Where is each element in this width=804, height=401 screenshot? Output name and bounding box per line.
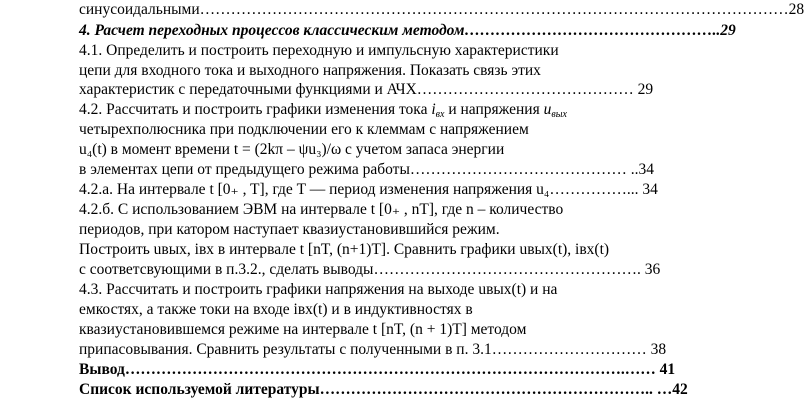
current-subscript: вх <box>435 109 445 120</box>
toc-line-4-3-a: 4.3. Рассчитать и построить графики напряжения на выходе uвых(t) и на <box>79 281 558 298</box>
toc-line-4-2-b-compare: с соответсвующими в п.3.2., сделать выводы……………………………………………. 36 <box>79 261 661 278</box>
voltage-subscript: вых <box>551 109 567 120</box>
current-symbol: i <box>431 101 436 118</box>
toc-line-4-2-b-computer: 4.2.б. С использованием ЭВМ на интервале t [0₊ , nT], где n – количество <box>79 201 564 218</box>
toc-line-4-2-a-interval: 4.2.а. На интервале t [0₊ , T], где T — период изменения напряжения u₄……………... 34 <box>79 181 658 198</box>
toc-line-4-2-a-text-2: и напряжения <box>444 101 544 118</box>
toc-line-4-2-b-periods: периодов, при катором наступает квазиустановившийся режим. <box>79 221 500 238</box>
toc-line-1: синусоидальными……………………………………………………………………………………………………28 <box>79 1 804 18</box>
toc-line-4-1-c: характеристик с передаточными функциями и АЧХ…………………………………… 29 <box>79 81 654 98</box>
toc-line-4-1-b: цепи для входного тока и выходного напряжения. Показать связь этих <box>79 62 541 79</box>
toc-line-4-2-b: четырехполюсника при подключении его к клеммам с напряжением <box>79 121 529 138</box>
toc-line-4-3-d: припасовывания. Сравнить результаты с полученными в п. 3.1………………………… 38 <box>79 341 667 358</box>
toc-line-4-2-c: u₄(t) в момент времени t = (2kπ – ψu₃)/ω с учетом запаса энергии <box>79 141 505 158</box>
voltage-symbol: u <box>543 101 552 118</box>
toc-line-4-2-b-build: Построить uвых, iвх в интервале t [nT, (n+1)T]. Сравнить графики uвых(t), iвх(t) <box>79 241 610 258</box>
toc-line-4-3-b: емкостях, а также токи на входе iвх(t) и в индуктивностях в <box>79 301 473 318</box>
toc-section-4-heading: 4. Расчет переходных процессов классическим методом…………………………………………..29 <box>79 22 736 39</box>
toc-line-4-2-a <box>79 100 711 119</box>
toc-line-4-1-a: 4.1. Определить и построить переходную и импульсную характеристики <box>79 42 559 59</box>
toc-conclusion: Вывод…………………………………………………………………………………….…… 41 <box>79 361 676 378</box>
toc-line-4-2-d: в элементах цепи от предыдущего режима работы…………………………………… ..34 <box>79 161 654 178</box>
toc-line-4-3-c: квазиустановившемся режиме на интервале t [nT, (n + 1)T] методом <box>79 321 527 338</box>
toc-references: Список используемой литературы……………………………………………………….. …42 <box>79 381 688 398</box>
toc-line-4-2-a-text-1: 4.2. Рассчитать и построить графики изменения тока <box>79 101 432 118</box>
